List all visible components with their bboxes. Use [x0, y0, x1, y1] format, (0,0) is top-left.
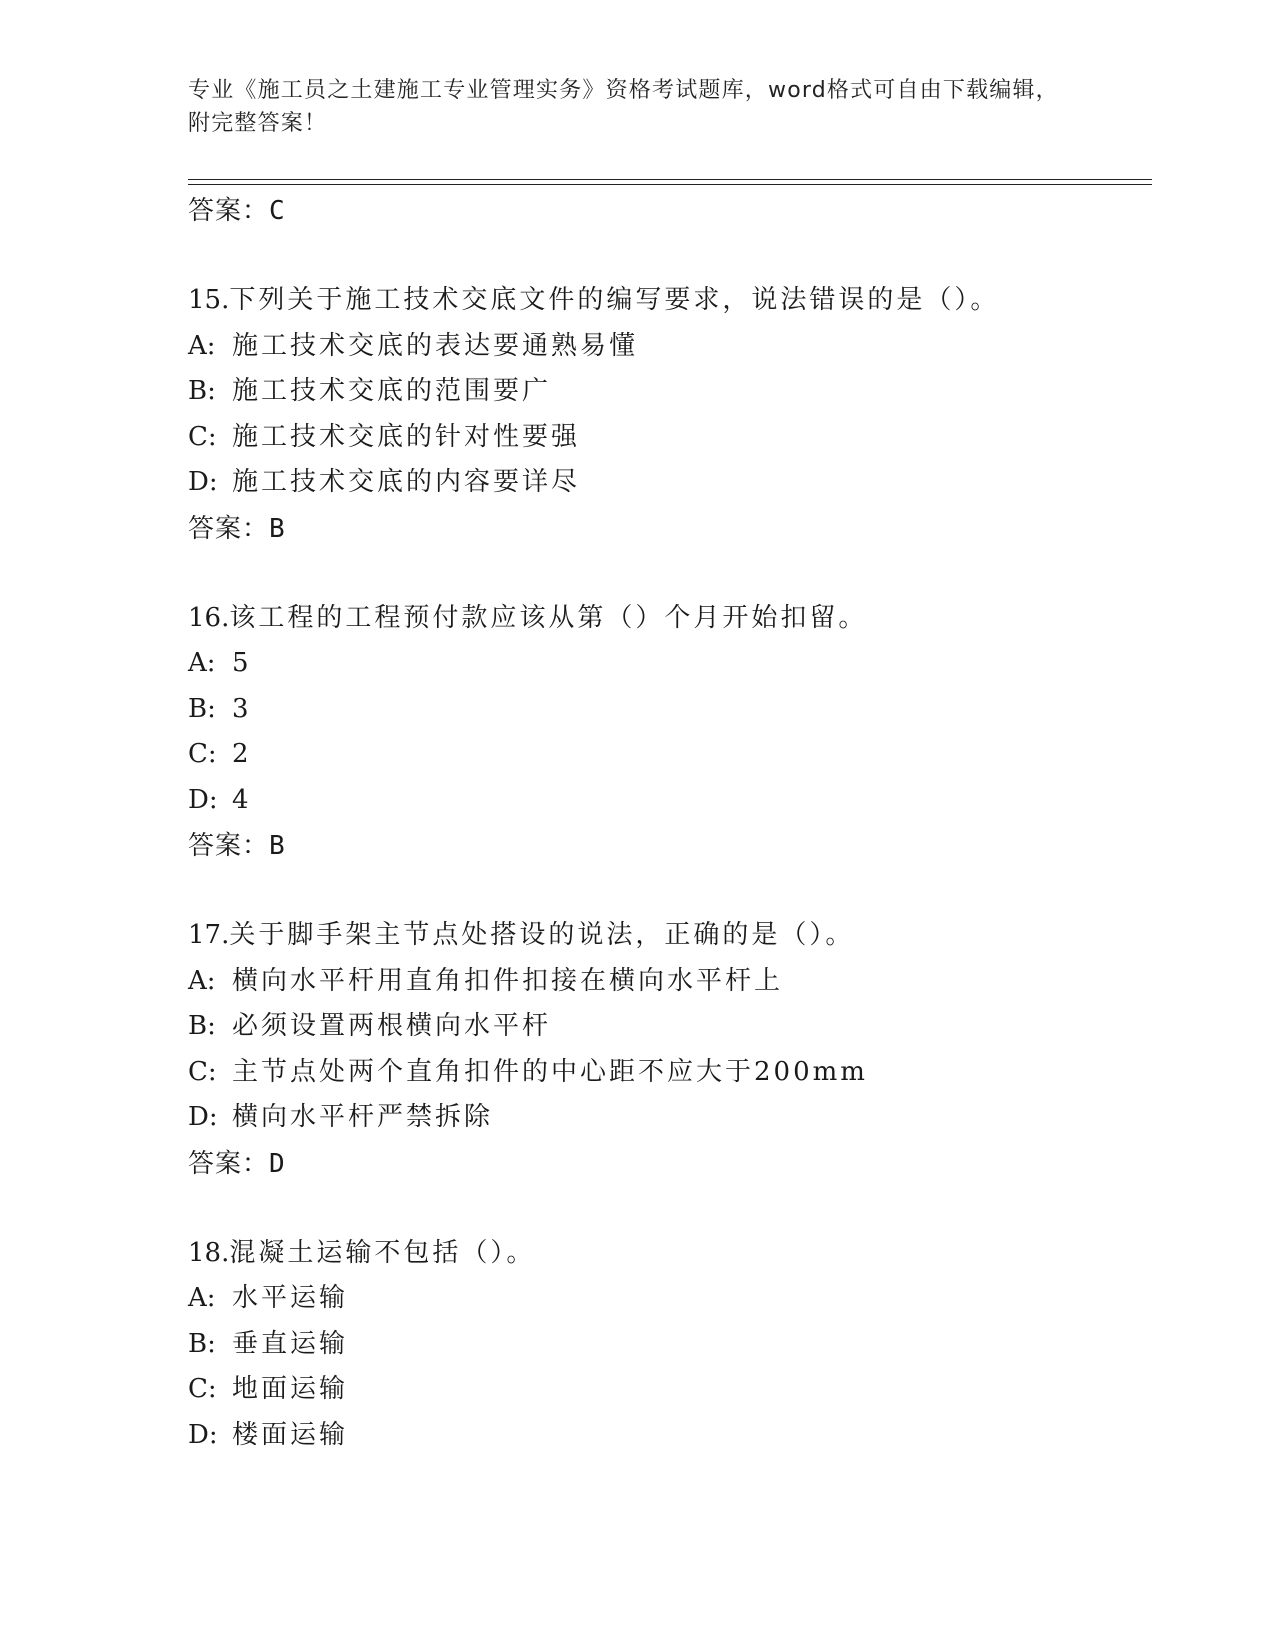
option-letter: C: — [188, 421, 217, 452]
option-b — [188, 1004, 1152, 1050]
answer-label: 答案： — [188, 831, 270, 861]
option-letter: B: — [188, 1328, 216, 1359]
answer-value: B — [269, 831, 286, 861]
option-text: 施工技术交底的表达要通熟易懂 — [232, 330, 639, 361]
option-letter: D: — [188, 467, 218, 497]
question-list — [188, 188, 1152, 1458]
option-letter: A: — [188, 330, 216, 361]
option-text: 横向水平杆严禁拆除 — [232, 1102, 494, 1132]
answer-label: 答案： — [188, 513, 270, 544]
option-letter: B: — [188, 1011, 216, 1041]
option-d — [188, 460, 1152, 506]
question-number: 17. — [188, 920, 230, 950]
option-letter: D: — [188, 1102, 218, 1132]
option-a — [188, 1276, 1152, 1322]
question-16 — [188, 596, 1152, 870]
option-text: 水平运输 — [232, 1283, 349, 1313]
option-text: 3 — [232, 693, 252, 724]
answer — [188, 506, 1152, 552]
option-d — [188, 1095, 1152, 1141]
question-18 — [188, 1231, 1152, 1459]
option-text: 施工技术交底的针对性要强 — [232, 421, 581, 452]
previous-answer — [188, 188, 1152, 234]
document-description: 专业《施工员之土建施工专业管理实务》资格考试题库，word格式可自由下载编辑，附完整答案！ — [188, 78, 1059, 136]
option-letter: D: — [188, 784, 218, 815]
question-stem: 关于脚手架主节点处搭设的说法，正确的是（）。 — [229, 920, 855, 950]
question-15 — [188, 278, 1152, 552]
option-text: 楼面运输 — [232, 1419, 349, 1450]
option-text: 必须设置两根横向水平杆 — [232, 1011, 552, 1041]
option-letter: A: — [188, 1283, 216, 1313]
option-text: 垂直运输 — [232, 1328, 349, 1359]
option-text: 地面运输 — [232, 1374, 349, 1404]
question-text — [188, 1231, 1152, 1277]
question-text — [188, 913, 1152, 959]
option-text: 横向水平杆用直角扣件扣接在横向水平杆上 — [232, 965, 784, 996]
option-c — [188, 732, 1152, 778]
option-letter: C: — [188, 1056, 217, 1087]
option-c — [188, 1050, 1152, 1096]
option-d — [188, 1413, 1152, 1459]
question-stem: 下列关于施工技术交底文件的编写要求，说法错误的是（）。 — [229, 285, 1000, 315]
option-letter: B: — [188, 693, 216, 724]
answer — [188, 823, 1152, 869]
option-b — [188, 1322, 1152, 1368]
option-b — [188, 687, 1152, 733]
question-stem: 该工程的工程预付款应该从第（）个月开始扣留。 — [229, 602, 868, 633]
option-d — [188, 778, 1152, 824]
option-a — [188, 959, 1152, 1005]
header-divider-bottom — [188, 184, 1152, 185]
option-letter: C: — [188, 1374, 217, 1404]
option-text: 施工技术交底的范围要广 — [232, 376, 552, 406]
option-text: 施工技术交底的内容要详尽 — [232, 467, 581, 497]
option-letter: B: — [188, 376, 216, 406]
option-text: 5 — [232, 648, 252, 678]
answer-value: B — [269, 513, 286, 544]
option-text: 2 — [232, 739, 252, 769]
option-letter: A: — [188, 965, 216, 996]
option-letter: D: — [188, 1419, 218, 1450]
question-number: 15. — [188, 285, 230, 315]
question-17 — [188, 913, 1152, 1187]
option-c — [188, 415, 1152, 461]
question-stem: 混凝土运输不包括（）。 — [229, 1237, 536, 1268]
option-b — [188, 369, 1152, 415]
option-text: 主节点处两个直角扣件的中心距不应大于200mm — [232, 1056, 868, 1087]
option-c — [188, 1367, 1152, 1413]
answer-label: 答案： — [188, 1148, 270, 1179]
question-text — [188, 596, 1152, 642]
answer-value: C — [269, 196, 286, 226]
option-text: 4 — [232, 784, 252, 815]
question-number: 16. — [188, 602, 230, 633]
option-a — [188, 324, 1152, 370]
question-number: 18. — [188, 1237, 230, 1268]
header-divider-top — [188, 179, 1152, 180]
option-letter: A: — [188, 648, 216, 678]
question-text — [188, 278, 1152, 324]
option-letter: C: — [188, 739, 217, 769]
answer-value: D — [269, 1148, 286, 1179]
option-a — [188, 641, 1152, 687]
answer-label: 答案： — [188, 196, 270, 226]
answer — [188, 1141, 1152, 1187]
